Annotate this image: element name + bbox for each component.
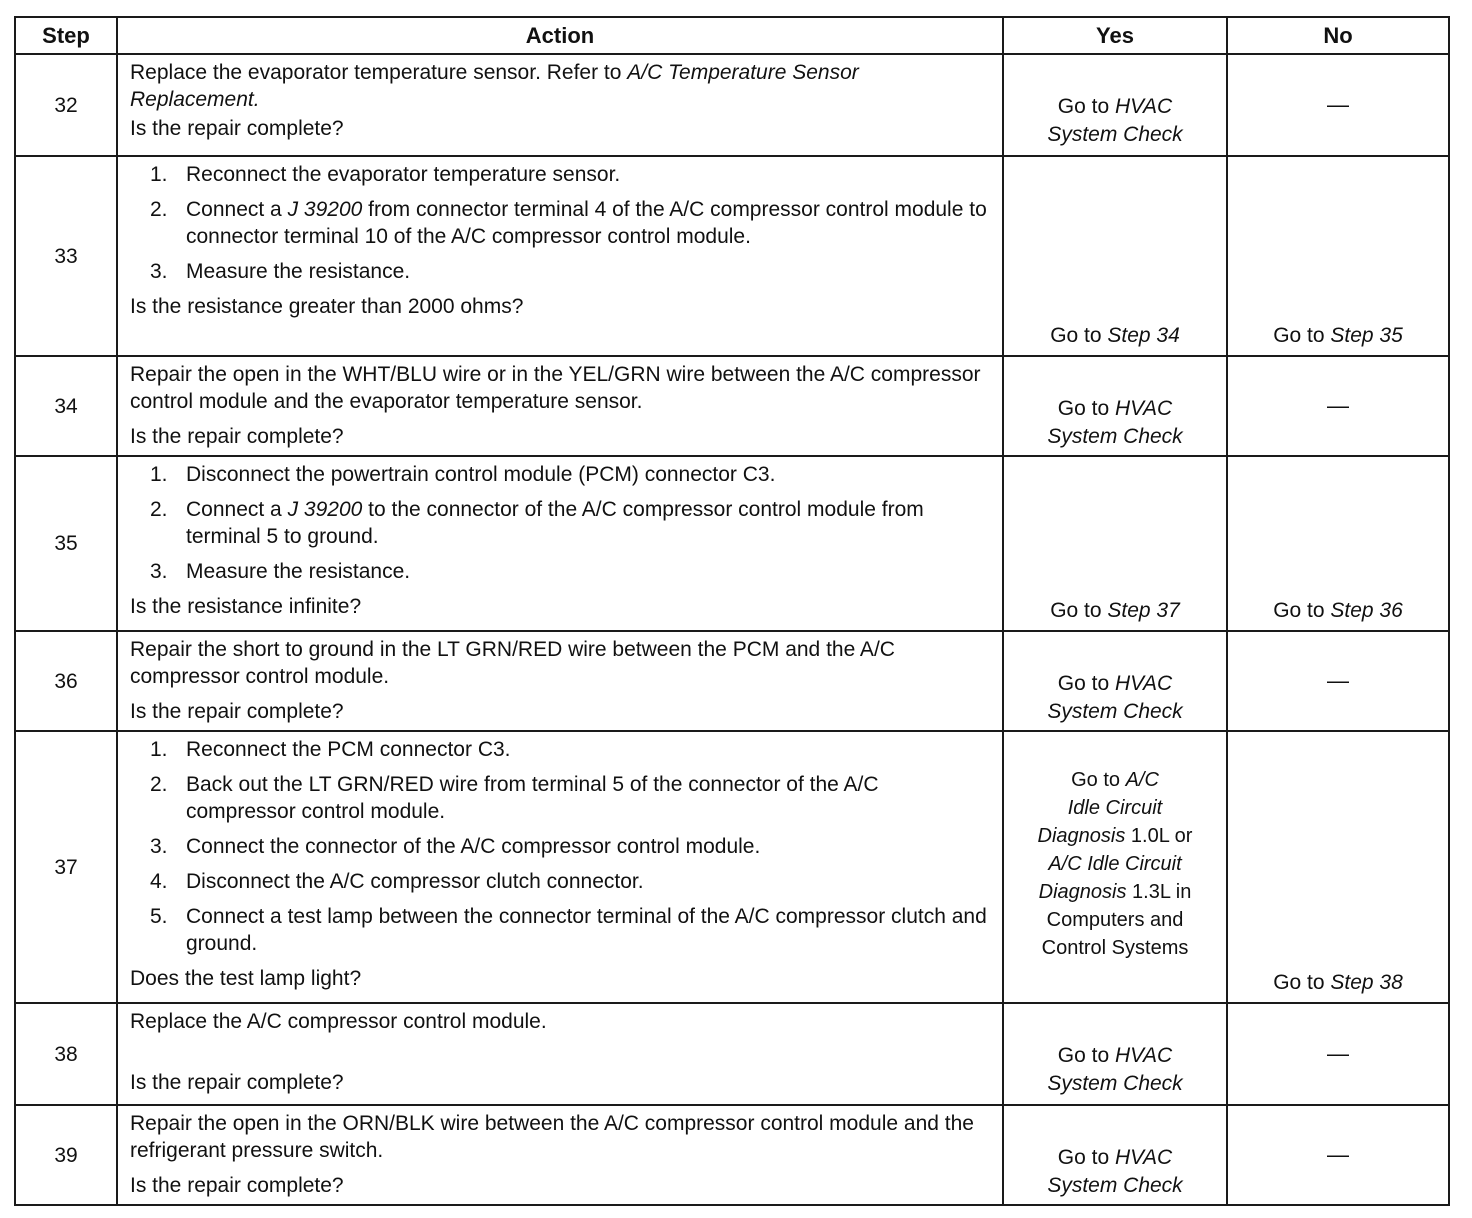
no-cell <box>1227 356 1449 456</box>
table-row <box>15 1003 1449 1105</box>
list-item: 1. Disconnect the powertrain control module (PCM) connector C3. <box>150 463 776 486</box>
yes-text: Go to HVAC <box>1057 1146 1173 1169</box>
action-question: Does the test lamp light? <box>130 967 362 990</box>
list-item: 5. Connect a test lamp between the connector terminal of the A/C compressor clutch and ground. <box>150 905 987 955</box>
yes-ref: System Check <box>1047 1174 1183 1197</box>
list-item: 1. Reconnect the PCM connector C3. <box>150 738 511 761</box>
yes-line: A/C Idle Circuit <box>1048 853 1182 875</box>
action-steps <box>130 461 988 585</box>
yes-cell: Go to Step 34 <box>1003 156 1227 356</box>
no-cell: Go to Step 35 <box>1227 156 1449 356</box>
no-cell <box>1227 54 1449 156</box>
yes-cell <box>1003 631 1227 731</box>
action-question: Is the resistance greater than 2000 ohms? <box>130 295 524 318</box>
yes-text: Go to HVAC <box>1057 1044 1173 1067</box>
step-number: 32 <box>15 54 117 156</box>
no-dash: — <box>1327 1142 1349 1167</box>
action-text: Replace the A/C compressor control module. <box>130 1010 547 1033</box>
table-row <box>15 456 1449 631</box>
yes-cell <box>1003 54 1227 156</box>
yes-ref: System Check <box>1047 123 1183 146</box>
action-steps <box>130 736 988 957</box>
no-cell: Go to Step 36 <box>1227 456 1449 631</box>
no-ref: Step 35 <box>1330 324 1403 347</box>
yes-ref: Step 34 <box>1107 324 1180 347</box>
list-item: 2. Connect a J 39200 from connector terminal 4 of the A/C compressor control module to connector terminal 10 of the A/C compressor control module. <box>150 198 987 248</box>
action-question: Is the repair complete? <box>130 1174 344 1197</box>
list-item: 2. Connect a J 39200 to the connector of the A/C compressor control module from terminal 5 to ground. <box>150 498 924 548</box>
reference-link: A/C Temperature Sensor Replacement. <box>130 61 859 111</box>
action-question: Is the repair complete? <box>130 700 344 723</box>
table-header-row <box>15 17 1449 54</box>
no-dash: — <box>1327 92 1349 117</box>
no-dash: — <box>1327 668 1349 693</box>
yes-cell <box>1003 1003 1227 1105</box>
diagnostic-table <box>14 16 1450 1206</box>
yes-line: Diagnosis 1.3L in <box>1038 881 1192 903</box>
table-row <box>15 156 1449 356</box>
action-text: Repair the open in the ORN/BLK wire between the A/C compressor control module and the refrigerant pressure switch. <box>130 1112 974 1162</box>
list-item: 1. Reconnect the evaporator temperature sensor. <box>150 163 621 186</box>
action-text: Repair the open in the WHT/BLU wire or in the YEL/GRN wire between the A/C compressor control module and the evaporator temperature sensor. <box>130 363 981 413</box>
yes-ref: System Check <box>1047 425 1183 448</box>
table-row <box>15 731 1449 1003</box>
action-text: Replace the evaporator temperature sensor. Refer to A/C Temperature Sensor Replacement. <box>130 61 859 111</box>
yes-text: Go to HVAC <box>1057 397 1173 420</box>
action-cell <box>117 156 1003 356</box>
yes-line: Computers and <box>1046 909 1184 931</box>
step-number: 38 <box>15 1003 117 1105</box>
step-number: 34 <box>15 356 117 456</box>
table-row <box>15 631 1449 731</box>
no-cell <box>1227 1003 1449 1105</box>
header-step: Step <box>15 17 117 54</box>
yes-line: Diagnosis 1.0L or <box>1037 825 1193 847</box>
action-question: Is the resistance infinite? <box>130 595 362 618</box>
list-item: 2. Back out the LT GRN/RED wire from terminal 5 of the connector of the A/C compressor control module. <box>150 773 879 823</box>
step-number: 36 <box>15 631 117 731</box>
list-item: 3. Measure the resistance. <box>150 260 411 283</box>
table-row <box>15 356 1449 456</box>
step-number: 37 <box>15 731 117 1003</box>
step-number: 39 <box>15 1105 117 1205</box>
header-yes: Yes <box>1003 17 1227 54</box>
no-cell <box>1227 631 1449 731</box>
action-cell <box>117 356 1003 456</box>
step-number: 33 <box>15 156 117 356</box>
list-item: 3. Measure the resistance. <box>150 560 411 583</box>
tool-reference: J 39200 <box>287 198 363 221</box>
action-question: Is the repair complete? <box>130 1071 344 1094</box>
yes-ref: System Check <box>1047 1072 1183 1095</box>
step-number: 35 <box>15 456 117 631</box>
action-cell <box>117 1105 1003 1205</box>
yes-cell <box>1003 731 1227 1003</box>
header-no: No <box>1227 17 1449 54</box>
no-cell <box>1227 1105 1449 1205</box>
yes-cell: Go to Step 37 <box>1003 456 1227 631</box>
yes-line: Idle Circuit <box>1067 797 1163 819</box>
action-steps <box>130 161 988 285</box>
yes-cell <box>1003 1105 1227 1205</box>
no-ref: Step 38 <box>1330 971 1403 994</box>
list-item: 4. Disconnect the A/C compressor clutch connector. <box>150 870 644 893</box>
yes-text: Go to HVAC <box>1057 672 1173 695</box>
no-dash: — <box>1327 393 1349 418</box>
yes-line: Go to A/C <box>1071 769 1159 791</box>
yes-line: Control Systems <box>1041 937 1189 959</box>
action-cell <box>117 1003 1003 1105</box>
no-dash: — <box>1327 1041 1349 1066</box>
table-row <box>15 1105 1449 1205</box>
yes-text: Go to HVAC <box>1057 95 1173 118</box>
action-question: Is the repair complete? <box>130 425 344 448</box>
action-cell <box>117 631 1003 731</box>
table-row <box>15 54 1449 156</box>
yes-ref: Step 37 <box>1107 599 1180 622</box>
no-cell: Go to Step 38 <box>1227 731 1449 1003</box>
action-text: Repair the short to ground in the LT GRN/RED wire between the PCM and the A/C compressor control module. <box>130 638 895 688</box>
header-action: Action <box>117 17 1003 54</box>
action-cell <box>117 456 1003 631</box>
action-cell <box>117 54 1003 156</box>
list-item: 3. Connect the connector of the A/C compressor control module. <box>150 835 761 858</box>
no-ref: Step 36 <box>1330 599 1403 622</box>
action-cell <box>117 731 1003 1003</box>
yes-cell <box>1003 356 1227 456</box>
action-question: Is the repair complete? <box>130 117 344 140</box>
yes-ref: System Check <box>1047 700 1183 723</box>
tool-reference: J 39200 <box>287 498 363 521</box>
